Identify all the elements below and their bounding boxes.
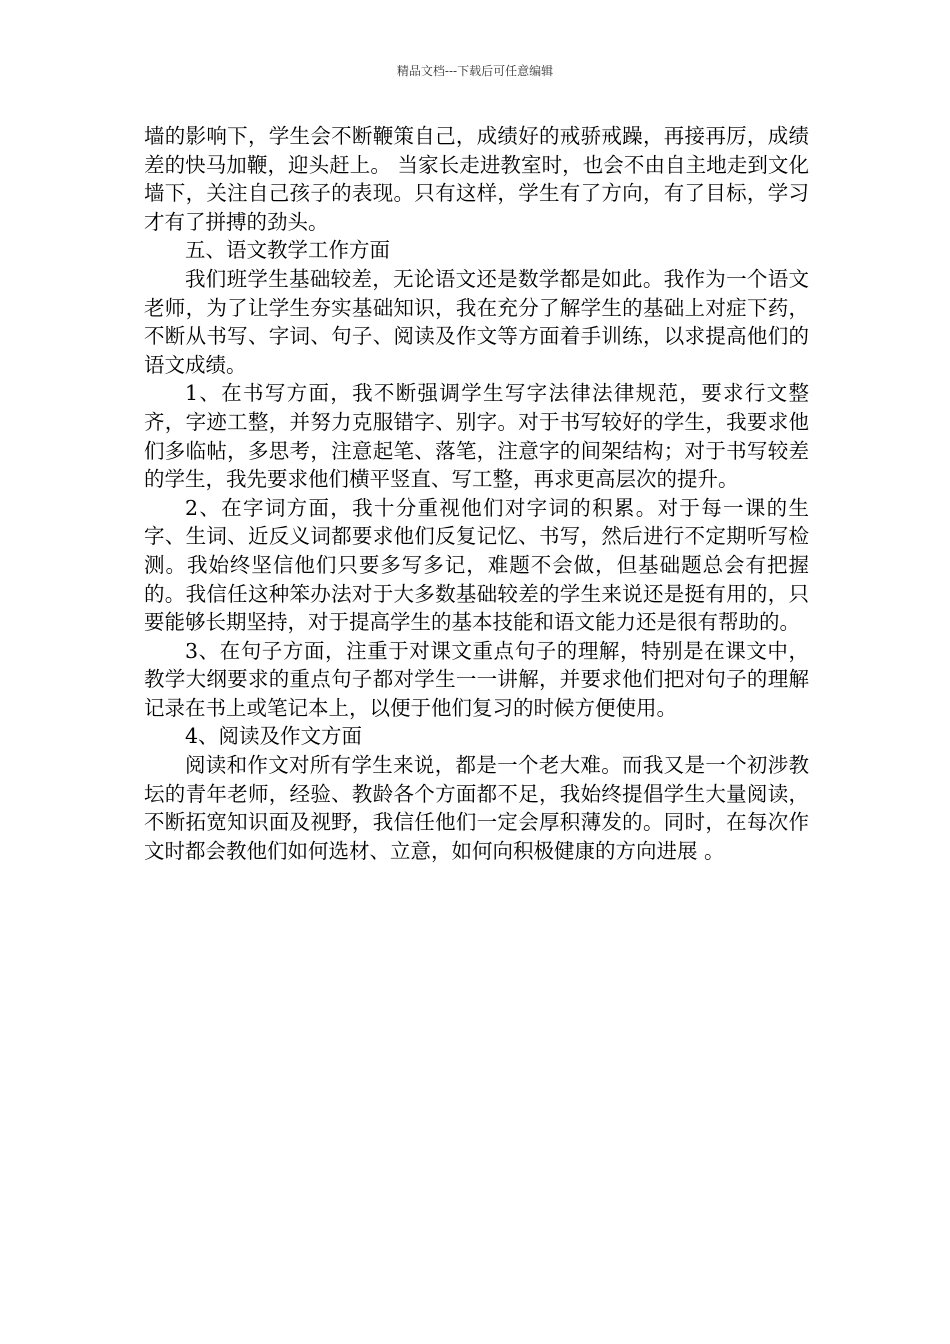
section-heading-chinese-teaching: 五、语文教学工作方面 xyxy=(185,238,390,263)
paragraph-vocabulary: 2、在字词方面，我十分重视他们对字词的积累。对于每一课的生字、生词、近反义词都要求他们反复记忆、书写，然后进行不定期听写检测。我始终坚信他们只要多写多记，难题不会做，但基础题总会有把握的。我信任这种笨办法对于大多数基础较差的学生来说还是挺有用的，只要能够长期坚持，对于提高学生的基本技能和语文能力还是很有帮助的。 xyxy=(144,495,809,635)
paragraph-continuation: 墙的影响下，学生会不断鞭策自己，成绩好的戒骄戒躁，再接再厉，成绩差的快马加鞭，迎头赶上。 当家长走进教室时，也会不由自主地走到文化墙下，关注自己孩子的表现。只有这样，学生有了方向，有了目标，学习才有了拼搏的劲头。 xyxy=(144,124,809,234)
paragraph-reading-composition: 阅读和作文对所有学生来说，都是一个老大难。而我又是一个初涉教坛的青年老师，经验、教龄各个方面都不足，我始终提倡学生大量阅读，不断拓宽知识面及视野，我信任他们一定会厚积薄发的。同时，在每次作文时都会教他们如何选材、立意，如何向积极健康的方向进展 。 xyxy=(144,753,809,863)
page-header: 精品文档---下载后可任意编辑 xyxy=(396,64,554,78)
paragraph-writing: 1、在书写方面，我不断强调学生写字法律法律规范，要求行文整齐，字迹工整，并努力克服错字、别字。对于书写较好的学生，我要求他们多临帖，多思考，注意起笔、落笔，注意字的间架结构；对于书写较差的学生，我先要求他们横平竖直、写工整，再求更高层次的提升。 xyxy=(144,381,809,492)
subheading-reading-composition: 4、阅读及作文方面 xyxy=(185,724,363,749)
paragraph-sentences: 3、在句子方面，注重于对课文重点句子的理解，特别是在课文中，教学大纲要求的重点句子都对学生一一讲解，并要求他们把对句子的理解记录在书上或笔记本上，以便于他们复习的时候方便使用。 xyxy=(144,638,809,720)
paragraph-intro: 我们班学生基础较差，无论语文还是数学都是如此。我作为一个语文老师，为了让学生夯实基础知识，我在充分了解学生的基础上对症下药，不断从书写、字词、句子、阅读及作文等方面着手训练，以求提高他们的语文成绩。 xyxy=(144,266,809,377)
document-body xyxy=(144,122,809,865)
